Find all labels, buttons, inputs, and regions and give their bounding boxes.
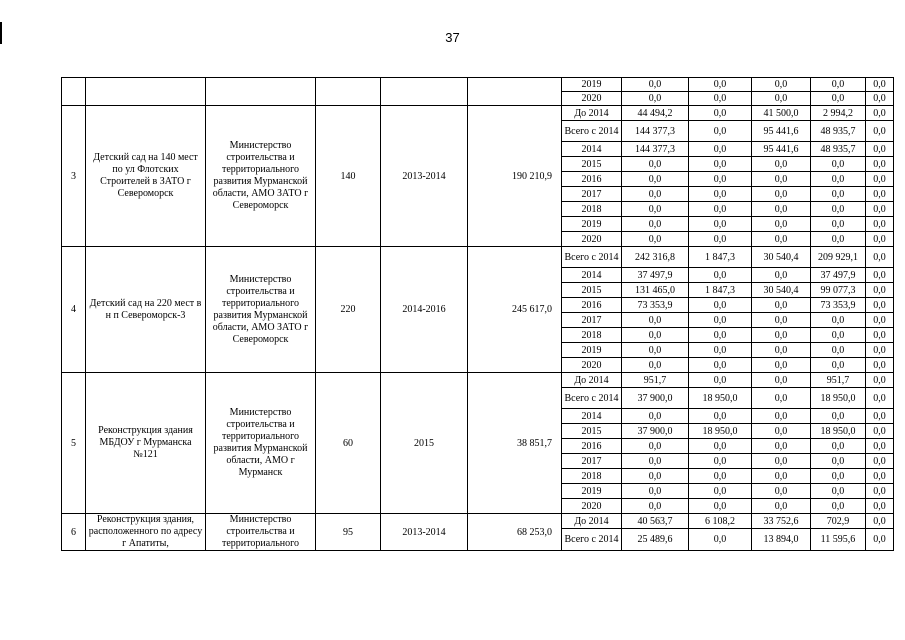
funding-value: 0,0 — [752, 78, 811, 92]
period-label: 2016 — [562, 439, 622, 454]
funding-value: 0,0 — [752, 469, 811, 484]
funding-value: 209 929,1 — [811, 247, 866, 268]
funding-value: 0,0 — [866, 217, 894, 232]
funding-value: 0,0 — [622, 439, 689, 454]
object-name: Реконструкция здания МБДОУ г Мурманска №121 — [86, 373, 206, 514]
funding-value: 0,0 — [689, 373, 752, 388]
funding-value: 0,0 — [622, 358, 689, 373]
period-label: 2018 — [562, 469, 622, 484]
funding-value: 0,0 — [866, 187, 894, 202]
construction-years: 2015 — [381, 373, 468, 514]
funding-value: 0,0 — [752, 217, 811, 232]
funding-value: 13 894,0 — [752, 529, 811, 551]
funding-value: 0,0 — [752, 484, 811, 499]
table-row — [62, 247, 894, 268]
funding-value: 0,0 — [689, 499, 752, 514]
table-body — [62, 78, 894, 551]
funding-value: 0,0 — [689, 142, 752, 157]
funding-value: 0,0 — [866, 313, 894, 328]
funding-value: 41 500,0 — [752, 106, 811, 121]
funding-value: 73 353,9 — [811, 298, 866, 313]
funding-value: 18 950,0 — [689, 424, 752, 439]
funding-value: 0,0 — [689, 92, 752, 106]
funding-value: 2 994,2 — [811, 106, 866, 121]
funding-value: 37 497,9 — [811, 268, 866, 283]
funding-value: 30 540,4 — [752, 247, 811, 268]
funding-value: 0,0 — [689, 409, 752, 424]
period-label: 2016 — [562, 298, 622, 313]
funding-value: 0,0 — [752, 187, 811, 202]
funding-value: 0,0 — [689, 172, 752, 187]
funding-value: 0,0 — [622, 92, 689, 106]
funding-value: 0,0 — [866, 78, 894, 92]
funding-value: 0,0 — [752, 157, 811, 172]
estimated-cost: 245 617,0 — [468, 247, 562, 373]
funding-value: 0,0 — [811, 172, 866, 187]
funding-value: 0,0 — [689, 217, 752, 232]
estimated-cost: 68 253,0 — [468, 514, 562, 551]
funding-value: 0,0 — [752, 268, 811, 283]
funding-value: 33 752,6 — [752, 514, 811, 529]
funding-value: 0,0 — [752, 92, 811, 106]
funding-value: 40 563,7 — [622, 514, 689, 529]
funding-value: 0,0 — [811, 313, 866, 328]
funding-value: 0,0 — [866, 439, 894, 454]
capacity-value: 60 — [316, 373, 381, 514]
period-label: До 2014 — [562, 514, 622, 529]
funding-value: 0,0 — [622, 328, 689, 343]
funding-value: 1 847,3 — [689, 283, 752, 298]
funding-value: 702,9 — [811, 514, 866, 529]
funding-value: 0,0 — [811, 484, 866, 499]
period-label: 2019 — [562, 484, 622, 499]
funding-value: 1 847,3 — [689, 247, 752, 268]
period-label: 2020 — [562, 92, 622, 106]
funding-value: 0,0 — [811, 157, 866, 172]
funding-value: 0,0 — [689, 358, 752, 373]
funding-value: 18 950,0 — [811, 388, 866, 409]
funding-value: 0,0 — [811, 343, 866, 358]
period-label: 2015 — [562, 424, 622, 439]
funding-value: 0,0 — [866, 232, 894, 247]
funding-value: 0,0 — [689, 268, 752, 283]
funding-value: 131 465,0 — [622, 283, 689, 298]
funding-value: 0,0 — [866, 409, 894, 424]
funding-table — [61, 77, 894, 551]
funding-value: 0,0 — [866, 328, 894, 343]
funding-value: 0,0 — [622, 343, 689, 358]
funding-value: 48 935,7 — [811, 121, 866, 142]
capacity-value: 220 — [316, 247, 381, 373]
period-label: 2020 — [562, 232, 622, 247]
period-label: 2020 — [562, 358, 622, 373]
funding-value: 0,0 — [866, 469, 894, 484]
funding-value: 0,0 — [622, 313, 689, 328]
construction-years — [381, 78, 468, 106]
funding-value: 0,0 — [866, 283, 894, 298]
funding-value: 0,0 — [622, 157, 689, 172]
table-row — [62, 514, 894, 529]
funding-value: 0,0 — [622, 217, 689, 232]
funding-value: 0,0 — [811, 358, 866, 373]
period-label: 2014 — [562, 409, 622, 424]
table-row — [62, 78, 894, 92]
funding-value: 95 441,6 — [752, 121, 811, 142]
estimated-cost: 38 851,7 — [468, 373, 562, 514]
object-name: Реконструкция здания, расположенного по адресу г Апатиты, — [86, 514, 206, 551]
funding-value: 0,0 — [866, 514, 894, 529]
period-label: До 2014 — [562, 106, 622, 121]
funding-value: 0,0 — [689, 187, 752, 202]
period-label: Всего с 2014 — [562, 529, 622, 551]
period-label: 2020 — [562, 499, 622, 514]
period-label: 2017 — [562, 454, 622, 469]
funding-value: 0,0 — [811, 92, 866, 106]
period-label: До 2014 — [562, 373, 622, 388]
funding-value: 0,0 — [752, 454, 811, 469]
responsible-agency — [206, 78, 316, 106]
period-label: 2016 — [562, 172, 622, 187]
funding-value: 0,0 — [622, 484, 689, 499]
funding-value: 0,0 — [752, 202, 811, 217]
capacity-value: 140 — [316, 106, 381, 247]
funding-value: 0,0 — [866, 121, 894, 142]
funding-value: 0,0 — [811, 232, 866, 247]
funding-value: 0,0 — [752, 388, 811, 409]
funding-value: 0,0 — [866, 157, 894, 172]
funding-value: 0,0 — [689, 343, 752, 358]
funding-value: 0,0 — [866, 247, 894, 268]
capacity-value: 95 — [316, 514, 381, 551]
page-number: 37 — [445, 30, 460, 45]
funding-value: 0,0 — [866, 454, 894, 469]
object-number: 4 — [62, 247, 86, 373]
funding-value: 0,0 — [866, 529, 894, 551]
funding-value: 0,0 — [866, 202, 894, 217]
funding-value: 37 900,0 — [622, 424, 689, 439]
period-label: 2015 — [562, 157, 622, 172]
funding-value: 0,0 — [866, 92, 894, 106]
funding-value: 0,0 — [752, 439, 811, 454]
responsible-agency: Министерство строительства и территориального развития Мурманской области, АМО ЗАТО г Североморск — [206, 247, 316, 373]
funding-value: 0,0 — [622, 202, 689, 217]
funding-value: 0,0 — [811, 454, 866, 469]
funding-value: 242 316,8 — [622, 247, 689, 268]
funding-value: 0,0 — [866, 358, 894, 373]
funding-value: 0,0 — [689, 106, 752, 121]
construction-years: 2014-2016 — [381, 247, 468, 373]
funding-value: 6 108,2 — [689, 514, 752, 529]
funding-value: 0,0 — [622, 499, 689, 514]
funding-value: 0,0 — [866, 424, 894, 439]
funding-value: 144 377,3 — [622, 121, 689, 142]
period-label: Всего с 2014 — [562, 121, 622, 142]
funding-value: 0,0 — [689, 298, 752, 313]
funding-value: 0,0 — [752, 313, 811, 328]
funding-value: 0,0 — [752, 424, 811, 439]
funding-value: 951,7 — [811, 373, 866, 388]
period-label: 2019 — [562, 343, 622, 358]
funding-value: 73 353,9 — [622, 298, 689, 313]
period-label: 2017 — [562, 187, 622, 202]
construction-years: 2013-2014 — [381, 106, 468, 247]
period-label: 2019 — [562, 217, 622, 232]
funding-value: 144 377,3 — [622, 142, 689, 157]
funding-value: 0,0 — [866, 373, 894, 388]
funding-value: 99 077,3 — [811, 283, 866, 298]
funding-value: 0,0 — [689, 439, 752, 454]
funding-value: 0,0 — [622, 409, 689, 424]
funding-value: 30 540,4 — [752, 283, 811, 298]
funding-value: 37 900,0 — [622, 388, 689, 409]
period-label: 2018 — [562, 202, 622, 217]
funding-value: 0,0 — [689, 232, 752, 247]
funding-value: 18 950,0 — [811, 424, 866, 439]
period-label: Всего с 2014 — [562, 388, 622, 409]
period-label: 2015 — [562, 283, 622, 298]
period-label: 2018 — [562, 328, 622, 343]
funding-value: 25 489,6 — [622, 529, 689, 551]
responsible-agency: Министерство строительства и территориального развития Мурманской области, АМО г Мурманск — [206, 373, 316, 514]
funding-value: 0,0 — [811, 187, 866, 202]
period-label: 2017 — [562, 313, 622, 328]
funding-value: 0,0 — [689, 328, 752, 343]
funding-value: 0,0 — [752, 373, 811, 388]
funding-value: 0,0 — [752, 232, 811, 247]
funding-value: 0,0 — [689, 78, 752, 92]
funding-value: 0,0 — [811, 78, 866, 92]
funding-value: 0,0 — [866, 142, 894, 157]
period-label: Всего с 2014 — [562, 247, 622, 268]
funding-value: 0,0 — [622, 454, 689, 469]
funding-value: 18 950,0 — [689, 388, 752, 409]
funding-value: 0,0 — [689, 454, 752, 469]
capacity-value — [316, 78, 381, 106]
funding-value: 0,0 — [689, 157, 752, 172]
funding-value: 0,0 — [689, 121, 752, 142]
estimated-cost — [468, 78, 562, 106]
funding-value: 0,0 — [866, 499, 894, 514]
object-name: Детский сад на 140 мест по ул Флотских Строителей в ЗАТО г Североморск — [86, 106, 206, 247]
funding-value: 0,0 — [689, 202, 752, 217]
funding-value: 0,0 — [811, 217, 866, 232]
funding-value: 0,0 — [866, 268, 894, 283]
funding-value: 0,0 — [811, 328, 866, 343]
funding-value: 37 497,9 — [622, 268, 689, 283]
object-name — [86, 78, 206, 106]
table-row — [62, 373, 894, 388]
funding-value: 44 494,2 — [622, 106, 689, 121]
construction-years: 2013-2014 — [381, 514, 468, 551]
period-label: 2019 — [562, 78, 622, 92]
funding-value: 0,0 — [811, 202, 866, 217]
object-number: 6 — [62, 514, 86, 551]
funding-value: 0,0 — [811, 409, 866, 424]
funding-value: 0,0 — [752, 499, 811, 514]
funding-value: 11 595,6 — [811, 529, 866, 551]
funding-value: 0,0 — [866, 388, 894, 409]
funding-value: 0,0 — [866, 172, 894, 187]
funding-value: 0,0 — [622, 172, 689, 187]
object-number: 5 — [62, 373, 86, 514]
funding-value: 951,7 — [622, 373, 689, 388]
funding-value: 0,0 — [866, 106, 894, 121]
funding-value: 0,0 — [752, 172, 811, 187]
funding-value: 0,0 — [752, 358, 811, 373]
funding-value: 0,0 — [689, 529, 752, 551]
funding-value: 0,0 — [866, 343, 894, 358]
funding-value: 0,0 — [752, 409, 811, 424]
funding-value: 0,0 — [622, 187, 689, 202]
funding-value: 0,0 — [866, 484, 894, 499]
estimated-cost: 190 210,9 — [468, 106, 562, 247]
funding-value: 0,0 — [752, 328, 811, 343]
funding-value: 0,0 — [811, 469, 866, 484]
table-row — [62, 106, 894, 121]
funding-value: 0,0 — [622, 78, 689, 92]
funding-value: 0,0 — [622, 232, 689, 247]
object-number: 3 — [62, 106, 86, 247]
funding-value: 0,0 — [622, 469, 689, 484]
object-number — [62, 78, 86, 106]
period-label: 2014 — [562, 142, 622, 157]
funding-value: 0,0 — [689, 484, 752, 499]
responsible-agency: Министерство строительства и территориального — [206, 514, 316, 551]
funding-value: 0,0 — [752, 298, 811, 313]
funding-value: 0,0 — [752, 343, 811, 358]
object-name: Детский сад на 220 мест в н п Североморск-3 — [86, 247, 206, 373]
funding-value: 0,0 — [811, 499, 866, 514]
funding-value: 0,0 — [811, 439, 866, 454]
funding-value: 48 935,7 — [811, 142, 866, 157]
funding-value: 95 441,6 — [752, 142, 811, 157]
funding-value: 0,0 — [689, 313, 752, 328]
responsible-agency: Министерство строительства и территориального развития Мурманской области, АМО ЗАТО г Североморск — [206, 106, 316, 247]
funding-value: 0,0 — [689, 469, 752, 484]
funding-value: 0,0 — [866, 298, 894, 313]
period-label: 2014 — [562, 268, 622, 283]
